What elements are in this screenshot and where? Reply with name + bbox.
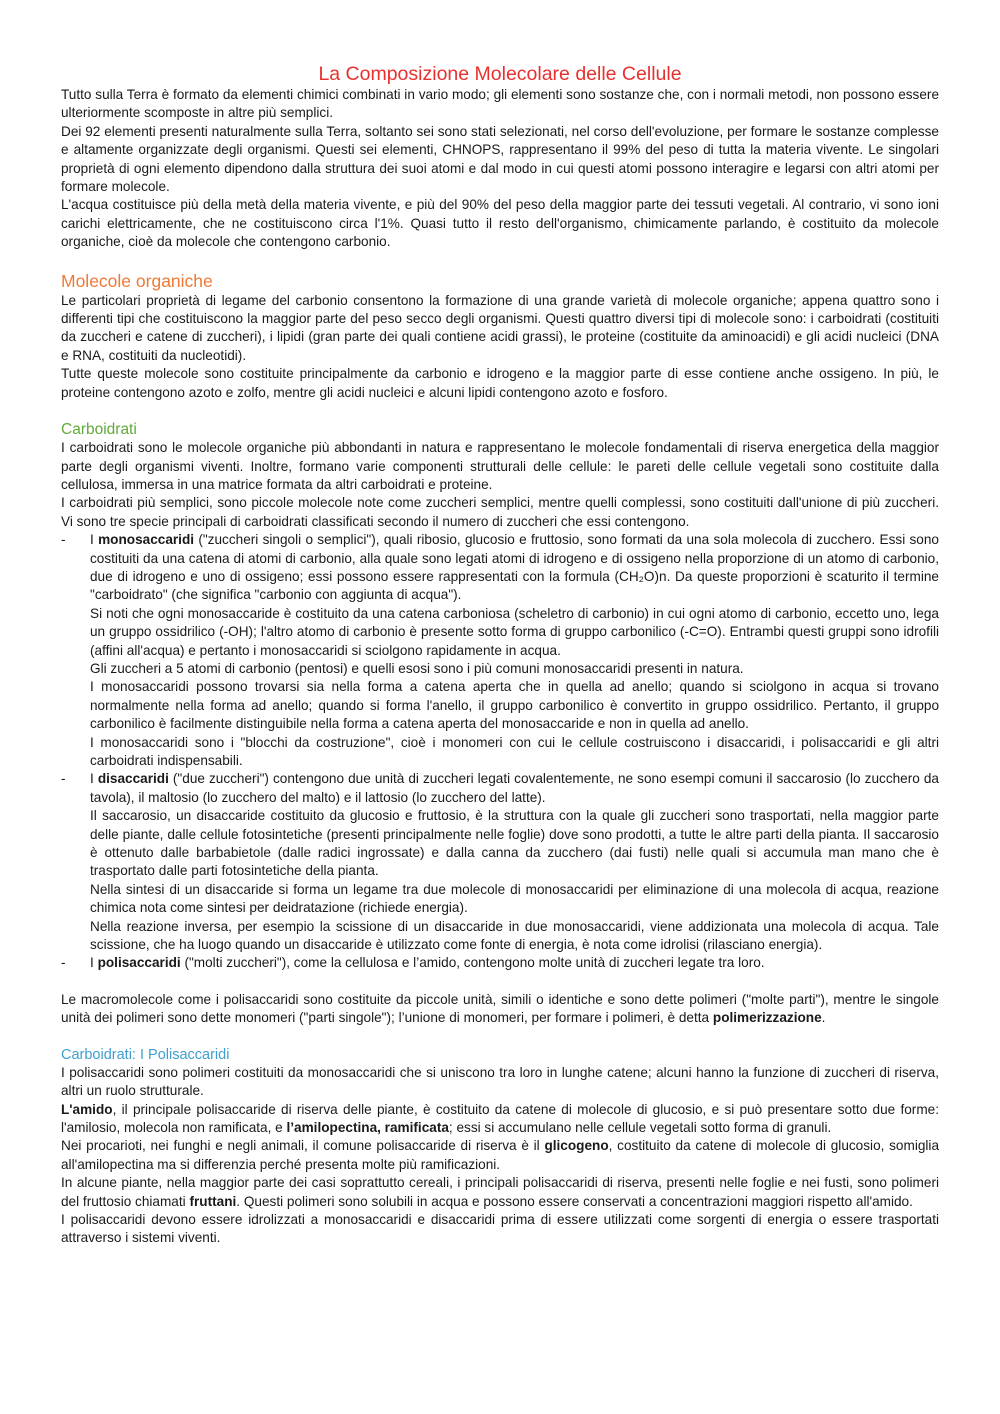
disaccaridi-intro: I disaccaridi ("due zuccheri") contengono due unità di zuccheri legati covalentemente, ne sono esempi comuni il saccarosio (lo zucchero da tavola), il maltosio (lo zucchero del malto) e il lattosio (lo zucchero del latte). xyxy=(90,771,939,805)
organic-paragraph: Le particolari proprietà di legame del carbonio consentono la formazione di una grande varietà di molecole organiche; appena quattro sono i differenti tipi che costituiscono la maggior parte del peso secco degli organismi. Questi quattro diversi tipi di molecole sono: i carboidrati (costituiti da zuccheri e catene di zuccheri), i lipidi (gran parte dei quali contiene acidi grassi), le proteine (costituite da aminoacidi) e gli acidi nucleici (DNA e RNA, costituiti da nucleotidi). xyxy=(61,292,939,363)
list-item-polisaccaridi xyxy=(61,954,939,972)
monosaccaridi-paragraph: I monosaccaridi possono trovarsi sia nella forma a catena aperta che in quella ad anello; quando si sciolgono in acqua si trovano normalmente nella forma ad anello; quando si forma l'anello, il gruppo carbonilico è convertito in gruppo ossidrilico. Pertanto, il gruppo carbonilico è facilmente distinguibile nella forma a catena aperta del monosaccaride e non in quella ad anello. xyxy=(90,679,939,732)
section-heading-carboidrati: Carboidrati xyxy=(61,421,137,439)
term-disaccaridi: disaccaridi xyxy=(97,771,169,787)
section-heading-molecole-organiche: Molecole organiche xyxy=(61,270,213,291)
polisaccaridi-intro: I polisaccaridi ("molti zuccheri"), come la cellulosa e l’amido, contengono molte unità di zuccheri legate tra loro. xyxy=(90,955,765,971)
list-bullet: - xyxy=(61,532,66,548)
term-amilopectina: l’amilopectina, ramificata xyxy=(286,1119,449,1135)
intro-paragraph: Dei 92 elementi presenti naturalmente sulla Terra, soltanto sei sono stati selezionati, nel corso dell'evoluzione, per formare le sostanze complesse e altamente organizzate degli organismi. Questi sei elementi, CHNOPS, rappresentano il 99% del peso di tutta la materia vivente. Le singolari proprietà di ogni elemento dipendono dalla struttura dei suoi atomi e dal modo in cui questi atomi possono interagire e legarsi con altri atomi per formare molecole. xyxy=(61,123,939,195)
monosaccaridi-intro: I monosaccaridi ("zuccheri singoli o semplici"), quali ribosio, glucosio e fruttosio, sono formati da una sola molecola di zucchero. Essi sono costituiti da una catena di atomi di carbonio, alla quale sono legati atomi di idrogeno e di ossigeno nella proporzione di un atomo di carbonio, due di idrogeno e uno di ossigeno; essi possono essere rappresentati con la formula (CH₂O)n. Da queste proporzioni è scaturito il termine "carboidrato" (che significa "carbonio con aggiunta di acqua"). xyxy=(90,532,939,603)
list-item-monosaccaridi xyxy=(61,531,939,770)
carbs-paragraph: I carboidrati sono le molecole organiche più abbondanti in natura e rappresentano le molecole fondamentali di riserva energetica della maggior parte degli organismi viventi. Inoltre, formano varie componenti strutturali delle cellule: le pareti delle cellule vegetali sono costituite dalla cellulosa, immersa in una matrice formata da altri carboidrati e proteine. xyxy=(61,440,939,492)
term-glicogeno: glicogeno xyxy=(544,1138,609,1154)
amido-paragraph: L'amido, il principale polisaccaride di riserva delle piante, è costituito da catene di molecole di glucosio, e si può presentare sotto due forme: l'amilosio, molecola non ramificata, e l’amilopectina, ramificata; essi si accumulano nelle cellule vegetali sotto forma di granuli. xyxy=(61,1101,939,1135)
carbohydrate-types-list xyxy=(61,531,939,973)
polisaccaridi-paragraph: I polisaccaridi sono polimeri costituiti da monosaccaridi che si uniscono tra loro in lunghe catene; alcuni hanno la funzione di zuccheri di riserva, altri un ruolo strutturale. xyxy=(61,1064,939,1099)
section-heading-polisaccaridi: Carboidrati: I Polisaccaridi xyxy=(61,1046,230,1063)
list-item-disaccaridi xyxy=(61,770,939,954)
polisaccaridi-final-paragraph: I polisaccaridi devono essere idrolizzati a monosaccaridi e disaccaridi prima di essere utilizzati come sorgenti di energia o essere trasportati attraverso i sistemi viventi. xyxy=(61,1211,939,1246)
glicogeno-paragraph: Nei procarioti, nei funghi e negli animali, il comune polisaccaride di riserva è il glicogeno, costituito da catene di molecole di glucosio, somiglia all'amilopectina ma si differenzia perché presenta molte più ramificazioni. xyxy=(61,1138,940,1172)
disaccaridi-paragraph: Nella reazione inversa, per esempio la scissione di un disaccaride in due monosaccaridi, viene addizionata una molecola di acqua. Tale scissione, che ha luogo quando un disaccaride è utilizzato come fonte di energia, è nota come idrolisi (rilasciano energia). xyxy=(90,918,939,953)
term-polisaccaridi: polisaccaridi xyxy=(97,955,181,971)
monosaccaridi-paragraph: Si noti che ogni monosaccaride è costituito da una catena carboniosa (scheletro di carbonio) in cui ogni atomo di carbonio, eccetto uno, lega un gruppo ossidrilico (-OH); l'altro atomo di carbonio è presente sotto forma di gruppo carbonilico (-C=O). Entrambi questi gruppi sono idrofili (affini all'acqua) e pertanto i monosaccaridi si sciolgono rapidamente in acqua. xyxy=(90,605,939,658)
macromolecole-paragraph: Le macromolecole come i polisaccaridi sono costituite da piccole unità, simili o identiche e sono dette polimeri ("molte parti"), mentre le singole unità dei polimeri sono dette monomeri ("parti singole"); l’unione di monomeri, per formare i polimeri, è detta polimerizzazione. xyxy=(61,991,939,1026)
term-monosaccaridi: monosaccaridi xyxy=(98,532,195,548)
disaccaridi-paragraph: Il saccarosio, un disaccaride costituito da glucosio e fruttosio, è la struttura con la quale gli zuccheri sono trasportati, nella maggior parte delle piante, dalle cellule fotosintetiche (presenti principalmente nelle foglie) dove sono prodotti, a tutte le altre parti della pianta. Il saccarosio è ottenuto dalle barbabietole (dalle radici ingrossate) e dalla canna da zucchero (dai fusti) nelle quali si accumula man mano che è trasportato dalle parti fotosintetiche della pianta. xyxy=(90,808,939,879)
carbs-paragraph: I carboidrati più semplici, sono piccole molecole note come zuccheri semplici, mentre quelli complessi, sono costituiti dall'unione di più zuccheri. Vi sono tre specie principali di carboidrati classificati secondo il numero di zuccheri che essi contengono. xyxy=(61,495,939,529)
monosaccaridi-paragraph: Gli zuccheri a 5 atomi di carbonio (pentosi) e quelli esosi sono i più comuni monosaccaridi presenti in natura. xyxy=(90,660,744,676)
term-polimerizzazione: polimerizzazione xyxy=(712,1010,822,1026)
list-bullet: - xyxy=(61,955,66,971)
list-bullet: - xyxy=(61,771,66,787)
monosaccaridi-paragraph: I monosaccaridi sono i "blocchi da costruzione", cioè i monomeri con cui le cellule costruiscono i disaccaridi, i polisaccaridi e gli altri carboidrati indispensabili. xyxy=(90,734,939,768)
intro-paragraph: L'acqua costituisce più della metà della materia vivente, e più del 90% del peso della maggior parte dei tessuti vegetali. Al contrario, vi sono ioni carichi elettricamente, che ne costituiscono circa l'1%. Quasi tutto il resto dell'organismo, chimicamente parlando, è costituito da molecole organiche, cioè da molecole che contengono carbonio. xyxy=(61,197,939,250)
organic-paragraph: Tutte queste molecole sono costituite principalmente da carbonio e idrogeno e la maggior parte di esse contiene anche ossigeno. In più, le proteine contengono azoto e zolfo, mentre gli acidi nucleici e alcuni lipidi contengono azoto e fosforo. xyxy=(61,366,939,400)
term-amido: L'amido xyxy=(61,1101,113,1117)
document-title: La Composizione Molecolare delle Cellule xyxy=(318,63,682,85)
disaccaridi-paragraph: Nella sintesi di un disaccaride si forma un legame tra due molecole di monosaccaridi per eliminazione di una molecola di acqua, reazione chimica nota come sintesi per deidratazione (richiede energia). xyxy=(90,881,939,916)
fruttani-paragraph: In alcune piante, nella maggior parte dei casi soprattutto cereali, i principali polisaccaridi di riserva, presenti nelle foglie e nei fusti, sono polimeri del fruttosio chiamati fruttani. Questi polimeri sono solubili in acqua e possono essere conservati a concentrazioni maggiori rispetto all'amido. xyxy=(61,1175,939,1209)
term-fruttani: fruttani xyxy=(189,1193,237,1209)
intro-paragraph: Tutto sulla Terra è formato da elementi chimici combinati in vario modo; gli elementi sono sostanze che, con i normali metodi, non possono essere ulteriormente scomposte in altre più semplici. xyxy=(61,87,939,121)
